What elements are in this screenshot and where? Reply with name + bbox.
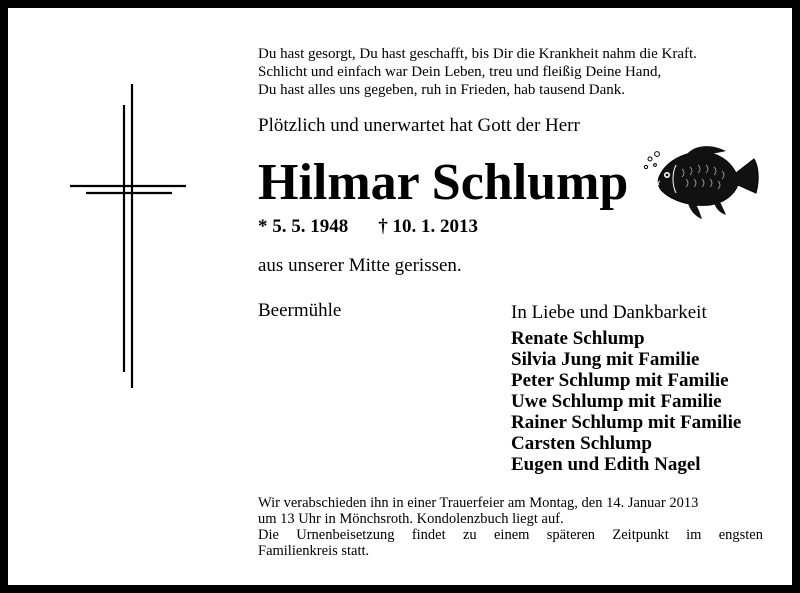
mourner: Carsten Schlump xyxy=(511,433,652,454)
intro-text: Plötzlich und unerwartet hat Gott der Herr xyxy=(258,115,580,136)
death-date: † 10. 1. 2013 xyxy=(378,216,478,237)
mourner: Silvia Jung mit Familie xyxy=(511,349,700,370)
mourner: Uwe Schlump mit Familie xyxy=(511,391,722,412)
verse xyxy=(258,45,697,99)
birth-date: * 5. 5. 1948 xyxy=(258,216,349,237)
footer-line: Familienkreis statt. xyxy=(258,543,370,559)
cross-icon xyxy=(8,8,208,408)
verse-line: Schlicht und einfach war Dein Leben, treu und fleißig Deine Hand, xyxy=(258,64,662,80)
mourner: Eugen und Edith Nagel xyxy=(511,454,701,475)
footer-line: um 13 Uhr in Mönchsroth. Kondolenzbuch liegt auf. xyxy=(258,511,564,527)
mourners-heading: In Liebe und Dankbarkeit xyxy=(511,302,707,323)
deceased-name: Hilmar Schlump xyxy=(258,154,629,211)
torn-text: aus unserer Mitte gerissen. xyxy=(258,255,462,276)
verse-line: Du hast alles uns gegeben, ruh in Frieden, hab tausend Dank. xyxy=(258,82,625,98)
mourners-block xyxy=(511,302,741,475)
fish-icon xyxy=(638,145,768,225)
footer-line: Die Urnenbeisetzung findet zu einem späteren Zeitpunkt im engsten xyxy=(258,527,763,543)
mourner: Peter Schlump mit Familie xyxy=(511,370,729,391)
verse-line: Du hast gesorgt, Du hast geschafft, bis Dir die Krankheit nahm die Kraft. xyxy=(258,46,697,62)
place-name: Beermühle xyxy=(258,300,342,321)
ceremony-info xyxy=(258,495,763,559)
life-dates xyxy=(258,216,478,238)
footer-line: Wir verabschieden ihn in einer Trauerfeier am Montag, den 14. Januar 2013 xyxy=(258,495,699,511)
mourner: Renate Schlump xyxy=(511,328,645,349)
mourner: Rainer Schlump mit Familie xyxy=(511,412,742,433)
